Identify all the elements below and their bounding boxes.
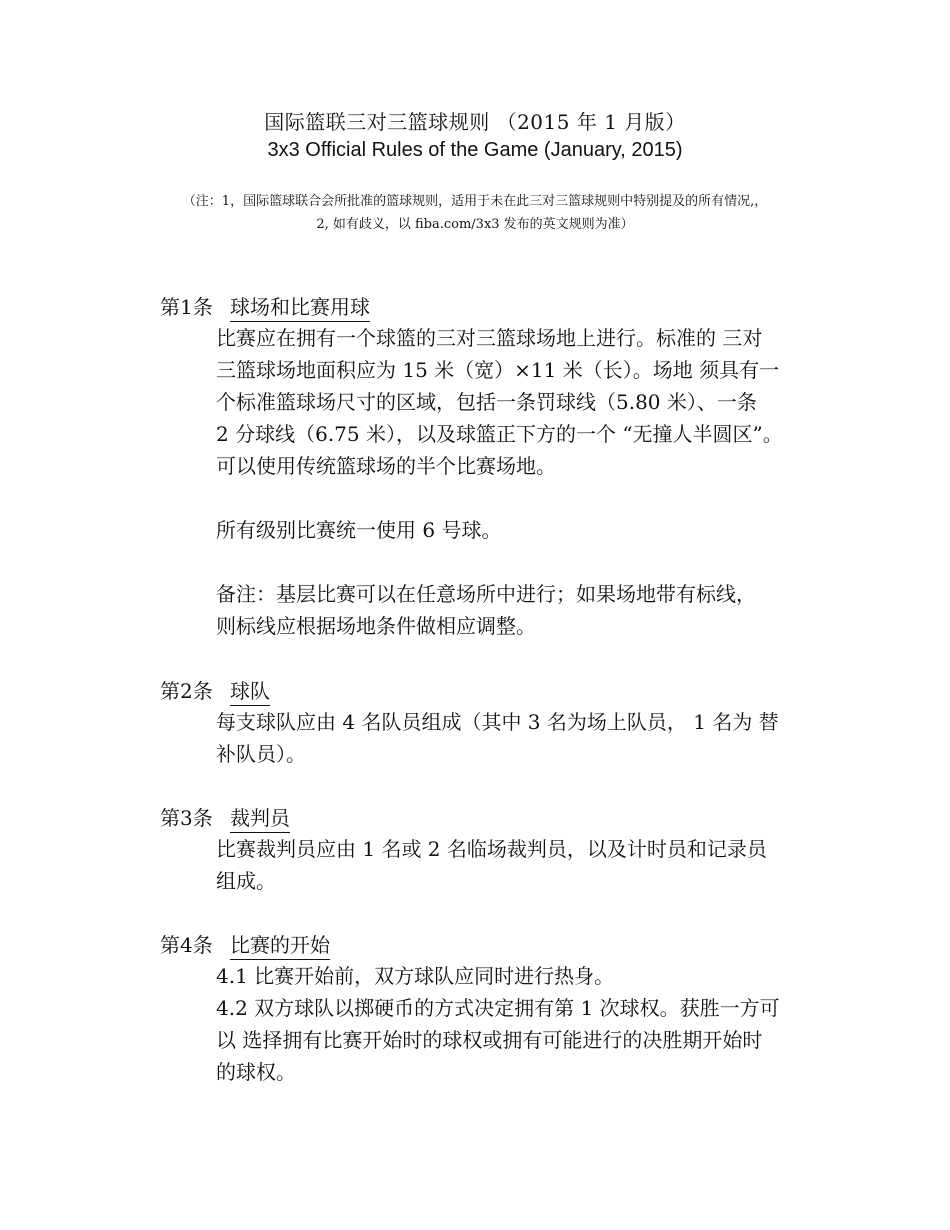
- article-1-remark: [216, 578, 856, 642]
- article-4-title: 比赛的开始: [230, 932, 330, 960]
- article-1-line-1: 比赛应在拥有一个球篮的三对三篮球场地上进行。标准的 三对: [216, 326, 763, 350]
- article-2-heading: [160, 676, 860, 706]
- article-1-paragraph-2: [216, 514, 856, 546]
- article-2-line-2: 补队员）。: [216, 742, 306, 766]
- article-3-heading: [160, 803, 860, 833]
- article-3-title: 裁判员: [230, 805, 290, 833]
- article-4-number: 第4条: [160, 933, 213, 957]
- note-line-2: 2, 如有歧义，以 fiba.com/3x3 发布的英文规则为准）: [316, 217, 634, 232]
- article-1-line-8: 则标线应根据场地条件做相应调整。: [216, 614, 536, 638]
- article-4-line-4: 的球权。: [216, 1060, 296, 1084]
- article-1-number: 第1条: [160, 295, 213, 319]
- article-1-line-4: 2 分球线（6.75 米），以及球篮正下方的一个 “无撞人半圆区”。: [216, 422, 783, 446]
- article-1-heading: [160, 292, 860, 322]
- article-4-paragraph: [216, 960, 856, 1088]
- article-1-body: [216, 322, 856, 642]
- article-1: [160, 292, 860, 642]
- article-3-number: 第3条: [160, 806, 213, 830]
- document-title-chinese: 国际篮联三对三篮球规则 （2015 年 1 月版）: [264, 110, 686, 134]
- note-line-1: （注：1，国际篮球联合会所批准的篮球规则，适用于未在此三对三篮球规则中特别提及的所有情况,，: [182, 194, 768, 209]
- article-2-title: 球队: [230, 678, 270, 706]
- article-3-paragraph: [216, 833, 856, 897]
- article-3-body: [216, 833, 856, 897]
- article-1-line-3: 个标准篮球场尺寸的区域，包括一条罚球线（5.80 米）、一条: [216, 390, 757, 414]
- article-2-line-1: 每支球队应由 4 名队员组成（其中 3 名为场上队员， 1 名为 替: [216, 710, 779, 734]
- article-1-line-5: 可以使用传统篮球场的半个比赛场地。: [216, 454, 556, 478]
- article-4: [160, 930, 860, 1088]
- article-1-title: 球场和比赛用球: [230, 294, 370, 322]
- article-1-line-7: 备注：基层比赛可以在任意场所中进行；如果场地带有标线，: [216, 582, 756, 606]
- article-3: [160, 803, 860, 897]
- article-3-line-1: 比赛裁判员应由 1 名或 2 名临场裁判员，以及计时员和记录员: [216, 837, 767, 861]
- article-2: [160, 676, 860, 770]
- article-1-paragraph-1: [216, 322, 856, 482]
- article-2-number: 第2条: [160, 679, 213, 703]
- document-note: [80, 190, 870, 236]
- article-4-line-2: 4.2 双方球队以掷硬币的方式决定拥有第 1 次球权。获胜一方可: [216, 996, 780, 1020]
- article-1-line-2: 三篮球场地面积应为 15 米（宽）×11 米（长）。场地 须具有一: [216, 358, 780, 382]
- article-1-line-6: 所有级别比赛统一使用 6 号球。: [216, 518, 502, 542]
- article-4-heading: [160, 930, 860, 960]
- article-3-line-2: 组成。: [216, 869, 276, 893]
- document-title-english: 3x3 Official Rules of the Game (January, 2015): [267, 139, 683, 161]
- article-2-paragraph: [216, 706, 856, 770]
- article-4-line-1: 4.1 比赛开始前，双方球队应同时进行热身。: [216, 964, 615, 988]
- article-4-line-3: 以 选择拥有比赛开始时的球权或拥有可能进行的决胜期开始时: [216, 1028, 763, 1052]
- article-4-body: [216, 960, 856, 1088]
- article-2-body: [216, 706, 856, 770]
